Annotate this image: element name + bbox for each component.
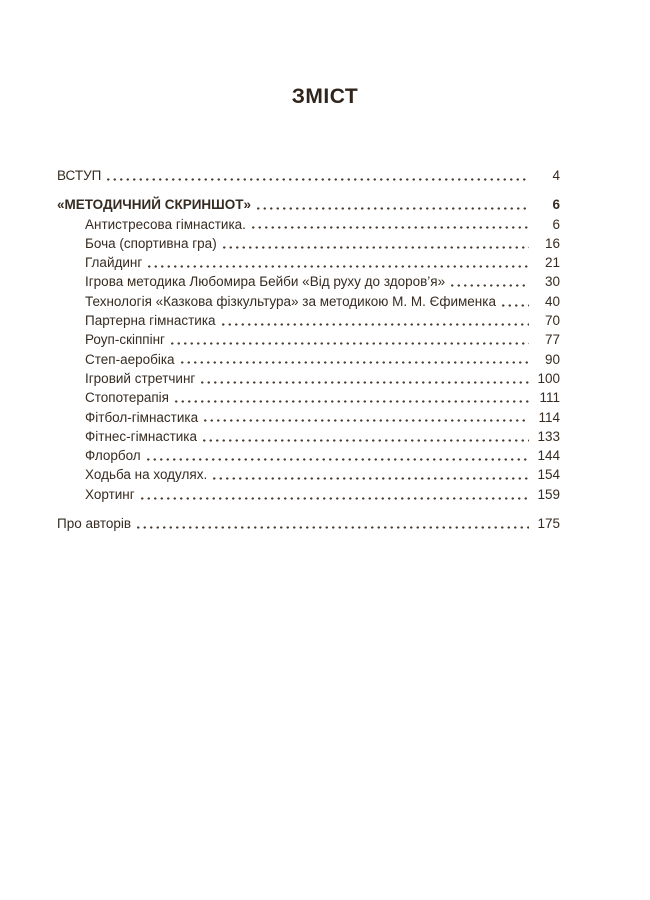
toc-leader-dots [173,388,529,407]
toc-entry-label: «МЕТОДИЧНИЙ СКРИНШОТ» [57,197,251,213]
toc-entry-label: Хортинг [85,486,135,502]
toc-entry-ihrovyi-stretchynh [57,369,560,388]
toc-entry-label: Боча (спортивна гра) [85,235,217,251]
toc-entry-page: 4 [552,168,560,183]
toc-leader-dots [139,485,529,504]
toc-entry-page: 175 [537,516,560,532]
toc-entry-label: Роуп-скіппінг [85,332,165,348]
toc-entry-page: 16 [544,235,560,251]
toc-entry-label: Стопотерапія [85,390,169,406]
toc-entry-label: Антистресова гімнастика. [85,216,246,232]
toc-entry-khodba [57,465,560,484]
toc-entry-label: Партерна гімнастика [85,313,216,329]
toc-leader-dots [202,408,529,427]
toc-entry-label: Про авторів [57,516,132,532]
toc-entry-page: 133 [537,428,560,444]
toc-leader-dots [105,166,529,185]
toc-entry-parterna [57,311,560,330]
toc-leader-dots [201,427,529,446]
toc-entry-stopoterapiia [57,388,560,407]
toc-entry-fitbol [57,408,560,427]
toc-entry-page: 40 [544,293,560,309]
toc-leader-dots [169,330,529,349]
toc-entry-ihrova-metodyka [57,272,560,291]
toc-leader-dots [179,350,529,369]
page-title: ЗМІСТ [291,85,359,108]
toc-entry-page: 6 [552,216,560,232]
toc-entry-page: 111 [539,390,560,406]
toc-leader-dots [255,195,529,214]
toc-entry-khortynh [57,485,560,504]
toc-entry-fitnes [57,427,560,446]
toc-entry-bocha [57,234,560,253]
toc-entry-hlaidynh [57,253,560,272]
toc-entry-page: 154 [537,467,560,483]
toc-leader-dots [250,215,529,234]
toc-leader-dots [211,465,529,484]
toc-entry-page: 100 [537,370,560,386]
toc-leader-dots [146,253,529,272]
toc-entry-page: 21 [544,255,560,271]
table-of-contents [57,166,560,533]
toc-entry-page: 159 [537,486,560,502]
toc-entry-label: Флорбол [85,448,141,464]
toc-entry-label: Глайдинг [85,255,143,271]
toc-leader-dots [199,369,529,388]
toc-entry-page: 114 [538,409,560,425]
toc-entry-page: 70 [544,313,560,329]
toc-entry-metodychnyi-skrynshot [57,195,560,214]
toc-leader-dots [221,234,529,253]
toc-entry-page: 144 [537,448,560,464]
toc-entry-roup-skipinh [57,330,560,349]
toc-entry-label: Фітнес-гімнастика [85,428,198,444]
toc-entry-label: Ходьба на ходулях. [85,467,208,483]
toc-entry-step-aerobika [57,350,560,369]
toc-entry-label: Фітбол-гімнастика [85,409,199,425]
toc-entry-label: ВСТУП [57,168,102,183]
toc-entry-page: 30 [544,274,560,290]
toc-entry-page: 90 [544,351,560,367]
toc-entry-label: Технологія «Казкова фізкультура» за методикою М. М. Єфименка [85,293,496,309]
toc-entry-page: 77 [544,332,560,348]
toc-leader-dots [449,272,529,291]
toc-entry-pro-avtoriv [57,514,560,533]
toc-entry-vstup [57,166,560,185]
toc-entry-tekhnolohiia-kazkova [57,292,560,311]
toc-leader-dots [220,311,529,330]
toc-entry-label: Степ-аеробіка [85,351,175,367]
toc-leader-dots [500,292,529,311]
toc-entry-florbol [57,446,560,465]
toc-entry-page: 6 [552,197,560,213]
toc-leader-dots [145,446,529,465]
toc-entry-antystresova [57,215,560,234]
toc-leader-dots [135,514,529,533]
toc-entry-label: Ігровий стретчинг [85,370,196,386]
toc-entry-label: Ігрова методика Любомира Бейби «Від руху до здоров’я» [85,274,446,290]
